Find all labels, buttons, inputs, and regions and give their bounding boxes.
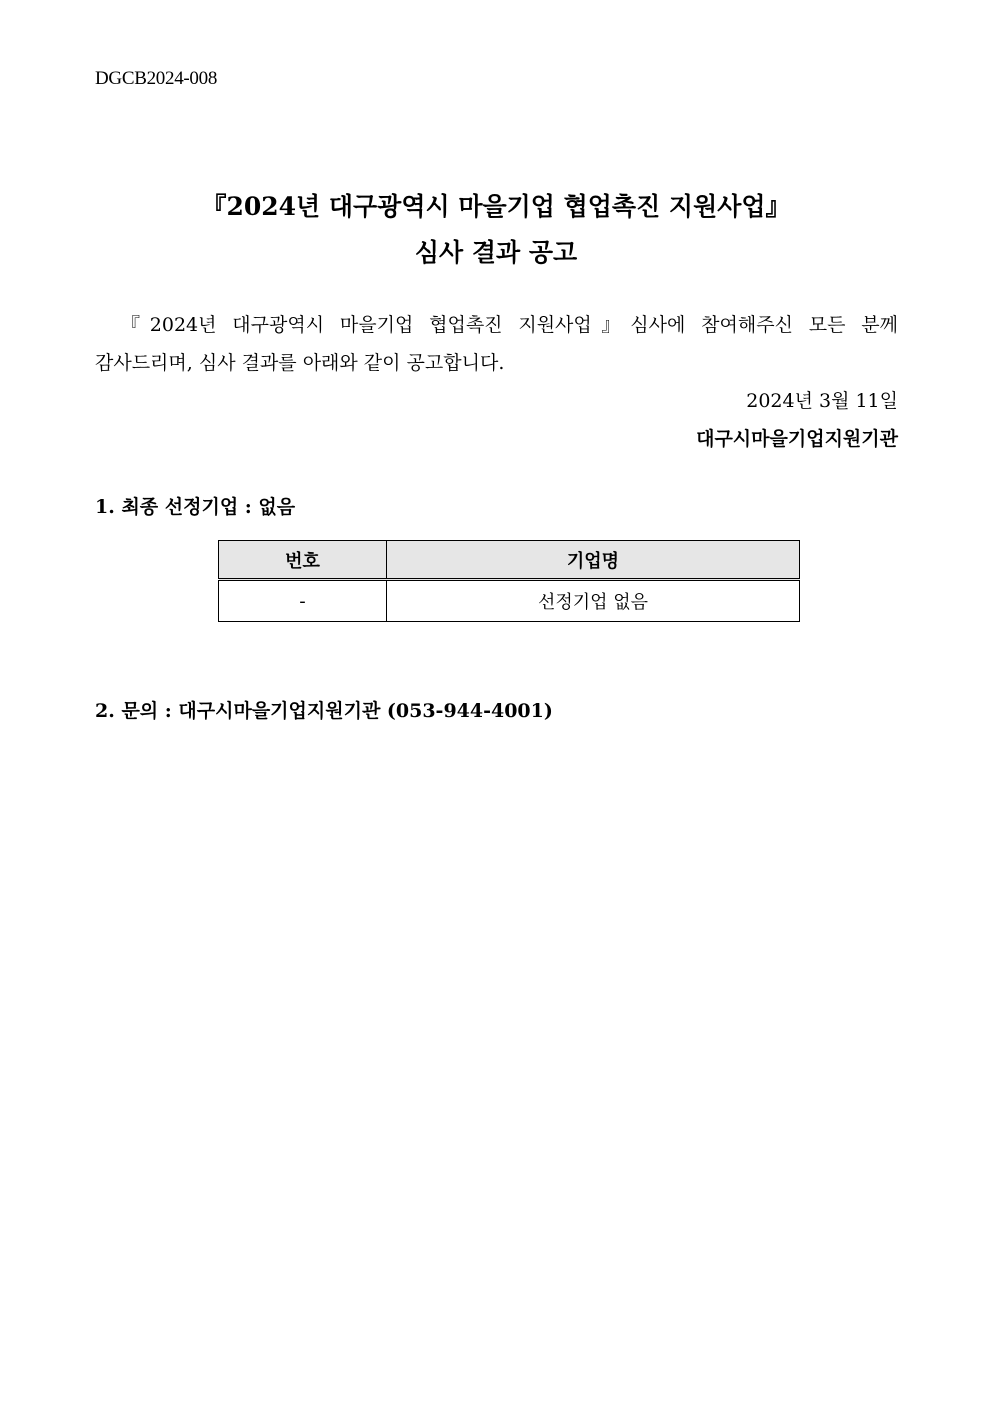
issuing-organization: 대구시마을기업지원기관 bbox=[696, 428, 898, 450]
title-line-1: 『2024년 대구광역시 마을기업 협업촉진 지원사업』 bbox=[201, 192, 791, 221]
intro-line-1: 『2024년 대구광역시 마을기업 협업촉진 지원사업』심사에 참여해주신 모든 분께 bbox=[121, 314, 898, 336]
selection-result-table bbox=[218, 540, 800, 622]
cell-company-name: 선정기업 없음 bbox=[387, 580, 800, 622]
table-header-row bbox=[219, 541, 800, 580]
title-line-2: 심사 결과 공고 bbox=[414, 238, 578, 267]
document-id: DGCB2024-008 bbox=[95, 68, 218, 89]
section-1-heading: 1. 최종 선정기업 : 없음 bbox=[95, 496, 296, 518]
document-title bbox=[0, 184, 992, 276]
header-number: 번호 bbox=[219, 541, 387, 580]
section-2-contact: 2. 문의 : 대구시마을기업지원기관 (053-944-4001) bbox=[95, 700, 553, 722]
header-company-name: 기업명 bbox=[387, 541, 800, 580]
announcement-date: 2024년 3월 11일 bbox=[746, 390, 898, 412]
intro-line-2: 감사드리며, 심사 결과를 아래와 같이 공고합니다. bbox=[95, 352, 505, 374]
table-row bbox=[219, 580, 800, 622]
intro-paragraph bbox=[95, 306, 898, 382]
cell-number: - bbox=[219, 580, 387, 622]
